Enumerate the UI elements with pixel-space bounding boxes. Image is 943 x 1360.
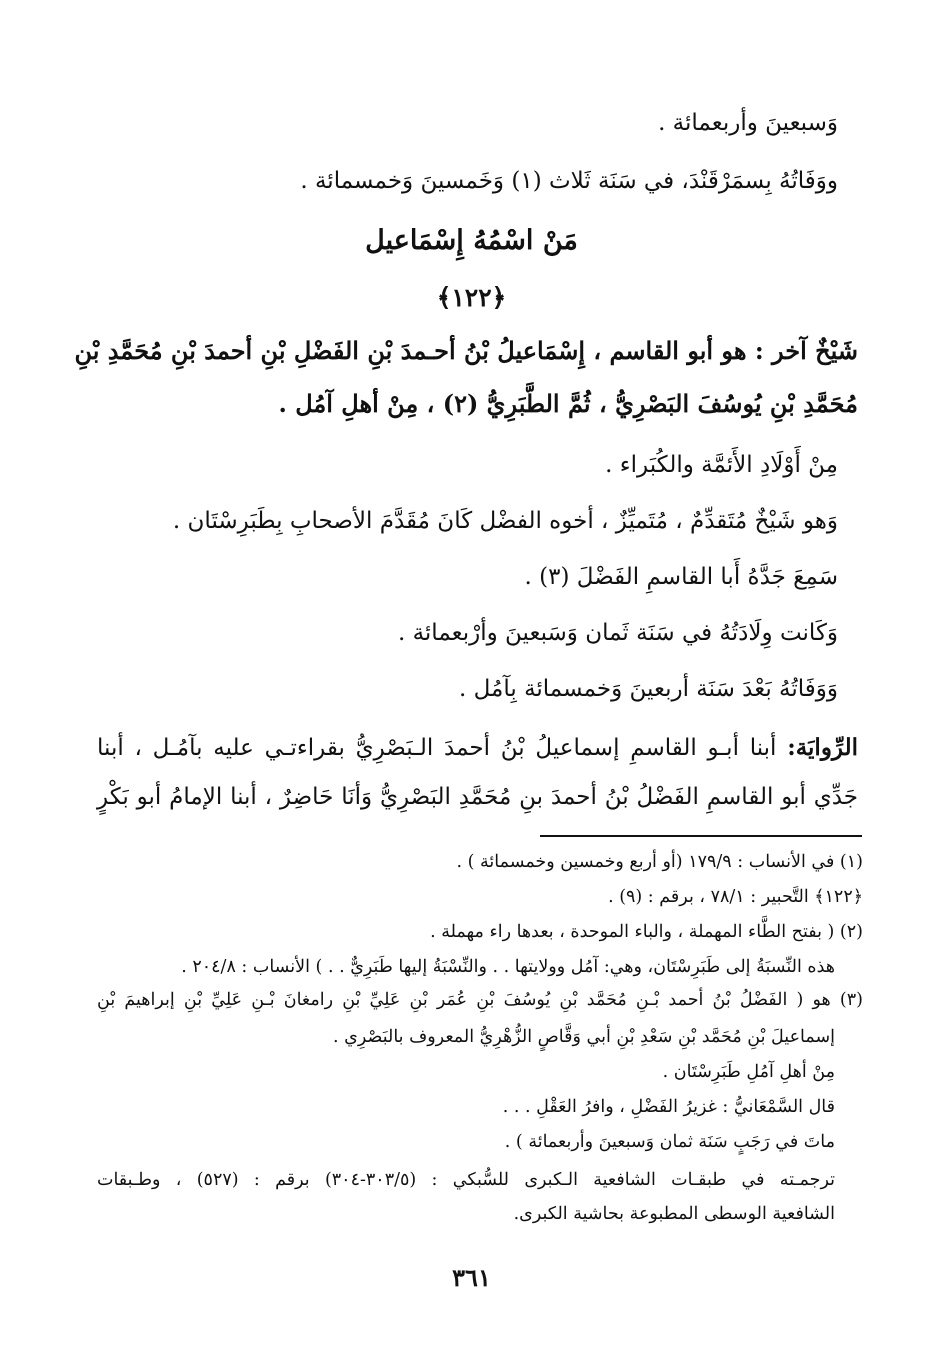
page-number: ٣٦١ <box>452 1263 491 1292</box>
section-heading: مَنْ اسْمُهُ إِسْمَاعيل <box>365 225 578 256</box>
footnote: هذه النِّسبَةُ إلى طَبَرِسْتَان، وهي: آمُل وولايتها . . والنِّسْبَةُ إليها طَبَرِيٌّ . . ) الأنساب : ٢٠٤/٨ . <box>181 957 835 977</box>
footnote: (٣) هو ( الفَضْلُ بْنُ أحمد بْـنِ مُحَمَّد بْنِ يُوسُفَ بْنِ عُمَر بْنِ عَلِيِّ بْنِ رامغانَ بْـنِ عَلِيِّ بْنِ إبراهيمَ بْنِ <box>97 990 863 1010</box>
riwaya-line <box>97 734 858 763</box>
footnote: ترجمـته في طبقـات الشافعية الـكبرى للسُّبكي : (٣٠٣/٥-٣٠٤) برقم : (٥٢٧) ، وطـبقات <box>97 1170 835 1190</box>
entry-number: ﴿١٢٢﴾ <box>436 283 507 312</box>
footnote: ماتَ في رَجَبٍ سَنَة ثمان وَسبعينَ وأربعمائة ) . <box>504 1132 835 1152</box>
paragraph: وَوَفَاتُهُ بَعْدَ سَنَة أربعينَ وَخمسمائة بِآمُل . <box>458 676 838 702</box>
footnote: ﴿١٢٢﴾ التَّحبير : ٧٨/١ ، برقم : (٩) . <box>608 887 863 907</box>
riwaya-label: الرِّوايَة: <box>787 734 859 761</box>
paragraph: سَمِعَ جَدَّهُ أَبا القاسمِ الفَضْلَ (٣) . <box>524 564 838 590</box>
footnote-divider <box>540 835 862 837</box>
footnote: مِنْ أهلِ آمُلِ طَبَرِسْتَان . <box>662 1062 835 1082</box>
riwaya-text: أبنا أبـو القاسمِ إسماعيلُ بْنُ أحمدَ الـبَصْرِيُّ بقراءتـي عليه بآمُـل ، أبنا <box>97 735 777 761</box>
footnote: (٢) ( بفتح الطَّاء المهملة ، والباء الموحدة ، بعدها راء مهملة . <box>430 922 863 942</box>
footnote: (١) في الأنساب : ١٧٩/٩ (أو أربع وخمسين وخمسمائة ) . <box>456 852 863 872</box>
text-line: ووَفَاتُهُ بِسمَرْقَنْدَ، في سَنَة ثَلاث (١) وَخَمسينَ وَخمسمائة . <box>300 168 838 194</box>
text-line: وَسبعينَ وأربعمائة . <box>658 110 838 136</box>
bio-line: شَيْخٌ آخر : هو أبو القاسم ، إِسْمَاعيلُ بْنُ أحـمدَ بْنِ الفَضْلِ بْنِ أحمدَ بْنِ مُحَمَّدِ بْنِ <box>74 336 858 365</box>
paragraph: مِنْ أَوْلَادِ الأَئمَّة والكُبَراء . <box>605 452 838 478</box>
riwaya-line: جَدِّي أبو القاسمِ الفَضْلُ بْنُ أحمدَ بنِ مُحَمَّدِ البَصْرِيُّ وَأنَا حَاضِرٌ ، أبنا الإمامُ أبو بَكْرٍ <box>97 784 858 810</box>
paragraph: وَكَانت وِلَادَتُهُ في سَنَة ثَمان وَسَبعينَ وأرْبعمائة . <box>397 620 838 646</box>
footnote: إسماعيلَ بْنِ مُحَمَّد بْنِ سَعْدِ بْنِ أبي وَقَّاصٍ الزُّهْرِيُّ المعروف بالبَصْرِي . <box>333 1027 835 1047</box>
paragraph: وَهو شَيْخٌ مُتَقدِّمٌ ، مُتَميِّزٌ ، أخوه الفضْل كَانَ مُقَدَّمَ الأصحابِ بِطَبَرِسْتَان . <box>172 508 838 534</box>
footnote: الشافعية الوسطى المطبوعة بحاشية الكبرى. <box>513 1204 835 1224</box>
footnote: قال السَّمْعَانيُّ : غزيرُ الفَضْلِ ، وافرُ العَقْلِ . . . <box>502 1097 835 1117</box>
bio-line: مُحَمَّدِ بْنِ يُوسُفَ البَصْرِيُّ ، ثُمَّ الطَّبَرِيُّ (٢) ، مِنْ أهلِ آمُل . <box>278 389 858 418</box>
